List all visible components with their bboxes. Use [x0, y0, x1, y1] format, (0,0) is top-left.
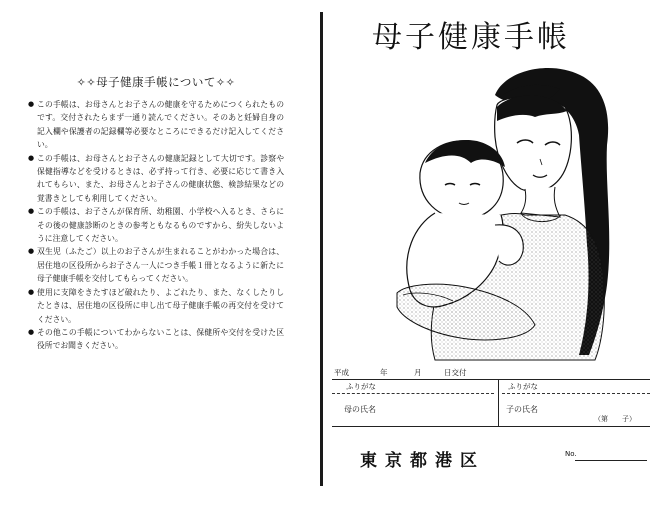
- divider-line: [332, 379, 650, 380]
- divider-line: [332, 426, 650, 427]
- year-label: 年: [380, 368, 388, 377]
- bullet-icon: ●: [28, 247, 35, 256]
- furigana-child-label: ふりがな: [508, 382, 538, 391]
- note-item: [28, 286, 284, 326]
- diamond-ornament-icon: ✧: [86, 76, 97, 89]
- notes-heading: [28, 74, 284, 90]
- bullet-icon: ●: [28, 100, 35, 108]
- notes-heading-text: 母子健康手帳について: [96, 75, 216, 89]
- bullet-icon: ●: [28, 153, 35, 162]
- furigana-mother-field[interactable]: [332, 393, 494, 394]
- diamond-ornament-icon: ✧: [215, 76, 226, 89]
- note-text: その他この手帳についてわからないことは、保健所や交付を受けた区役所でお聞きください。: [37, 327, 284, 351]
- note-item: [28, 98, 284, 152]
- number-field[interactable]: [575, 460, 647, 461]
- note-text: この手帳は、お母さんとお子さんの健康を守るためにつくられたものです。交付されたらまず一通り読んでください。そのあと妊婦自身の記入欄や保護者の記録欄等必要なところにできるだけ記入してください。: [37, 100, 284, 150]
- note-item: [28, 152, 284, 206]
- note-item: [28, 245, 284, 285]
- ward-name: 東京都港区: [360, 451, 485, 471]
- note-text: 双生児（ふたご）以上のお子さんが生まれることがわかった場合は、居住地の区役所からお子さん一人につき手帳１冊となるように新たに母子健康手帳を交付してもらってください。: [37, 247, 284, 284]
- furigana-mother-label: ふりがな: [346, 382, 376, 391]
- bullet-icon: ●: [28, 327, 35, 336]
- note-text: この手帳は、お子さんが保育所、幼稚園、小学校へ入るとき、さらにその後の健康診断のときの参考ともなるものですから、紛失しないように注意してください。: [37, 207, 284, 244]
- month-label: 月: [414, 368, 422, 377]
- divider-vertical: [498, 379, 499, 426]
- book-spine: [320, 12, 323, 486]
- diamond-ornament-icon: ✧: [225, 76, 236, 89]
- issued-label: 日交付: [444, 368, 467, 377]
- note-item: [28, 326, 284, 353]
- bullet-icon: ●: [28, 207, 35, 216]
- note-text: 使用に支障をきたすほど破れたり、よごれたり、また、なくしたりしたときは、居住地の区役所に申し出て母子健康手帳の再交付を受けてください。: [37, 287, 284, 324]
- mother-name-label: 母の氏名: [344, 405, 376, 414]
- child-order-label: （第 子）: [594, 415, 636, 423]
- note-item: [28, 205, 284, 245]
- mother-and-baby-illustration: [375, 55, 625, 365]
- cover-title: 母子健康手帳: [372, 20, 570, 55]
- number-label: No.: [565, 450, 577, 458]
- era-label: 平成: [334, 368, 349, 377]
- furigana-child-field[interactable]: [502, 393, 650, 394]
- child-name-label: 子の氏名: [506, 405, 538, 414]
- bullet-icon: ●: [28, 287, 35, 296]
- note-text: この手帳は、お母さんとお子さんの健康記録として大切です。診察や保健指導などを受けるときは、必ず持って行き、必要に応じて書き入れてもらい、また、お母さんとお子さんの健康状態、検診結果などの覚書きとしても利用してください。: [37, 153, 284, 203]
- diamond-ornament-icon: ✧: [76, 76, 87, 89]
- notes-section: [28, 74, 284, 353]
